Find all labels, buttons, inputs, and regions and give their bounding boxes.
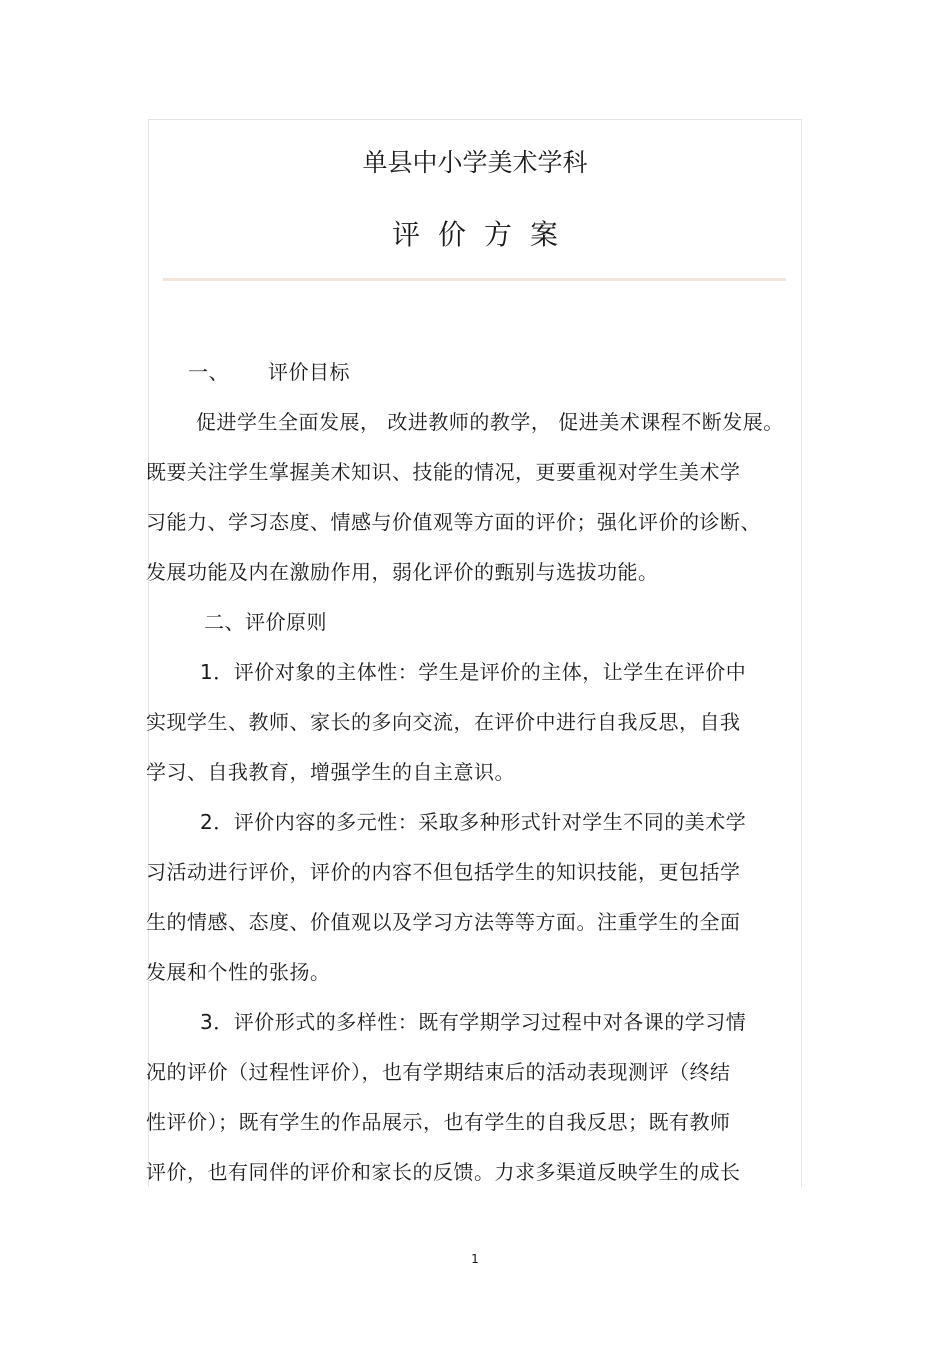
paragraph-line: 学习、自我教育，增强学生的自主意识。 [146,760,515,784]
paragraph-line: 实现学生、教师、家长的多向交流，在评价中进行自我反思，自我 [146,710,741,734]
paragraph-line: 3．评价形式的多样性：既有学期学习过程中对各课的学习情 [200,1010,747,1034]
section-heading: 评价目标 [268,360,350,384]
paragraph-line: 况的评价（过程性评价），也有学期结束后的活动表现测评（终结 [146,1060,731,1084]
paragraph-line: 既要关注学生掌握美术知识、技能的情况，更要重视对学生美术学 [146,460,741,484]
paragraph-line: 2．评价内容的多元性：采取多种形式针对学生不同的美术学 [200,810,747,834]
paragraph-line: 评价，也有同伴的评价和家长的反馈。力求多渠道反映学生的成长 [146,1160,741,1184]
document-title: 单县中小学美术学科 [362,148,588,177]
section-number: 一、 [188,360,229,384]
paragraph-line: 生的情感、态度、价值观以及学习方法等等方面。注重学生的全面 [146,910,741,934]
paragraph-line: 发展功能及内在激励作用，弱化评价的甄别与选拔功能。 [146,560,659,584]
paragraph-line: 性评价）；既有学生的作品展示，也有学生的自我反思；既有教师 [146,1110,731,1134]
paragraph-line: 习活动进行评价，评价的内容不但包括学生的知识技能，更包括学 [146,860,741,884]
document-subtitle: 评价方案 [391,218,576,251]
page-number: 1 [471,1252,479,1266]
paragraph-line: 1．评价对象的主体性：学生是评价的主体，让学生在评价中 [200,660,747,684]
title-divider [163,278,786,281]
paragraph-line: 习能力、学习态度、情感与价值观等方面的评价；强化评价的诊断、 [146,510,761,534]
paragraph-line: 促进学生全面发展， 改进教师的教学， 促进美术课程不断发展。 [196,410,784,434]
section-heading: 二、评价原则 [204,610,327,634]
paragraph-line: 发展和个性的张扬。 [146,960,331,984]
